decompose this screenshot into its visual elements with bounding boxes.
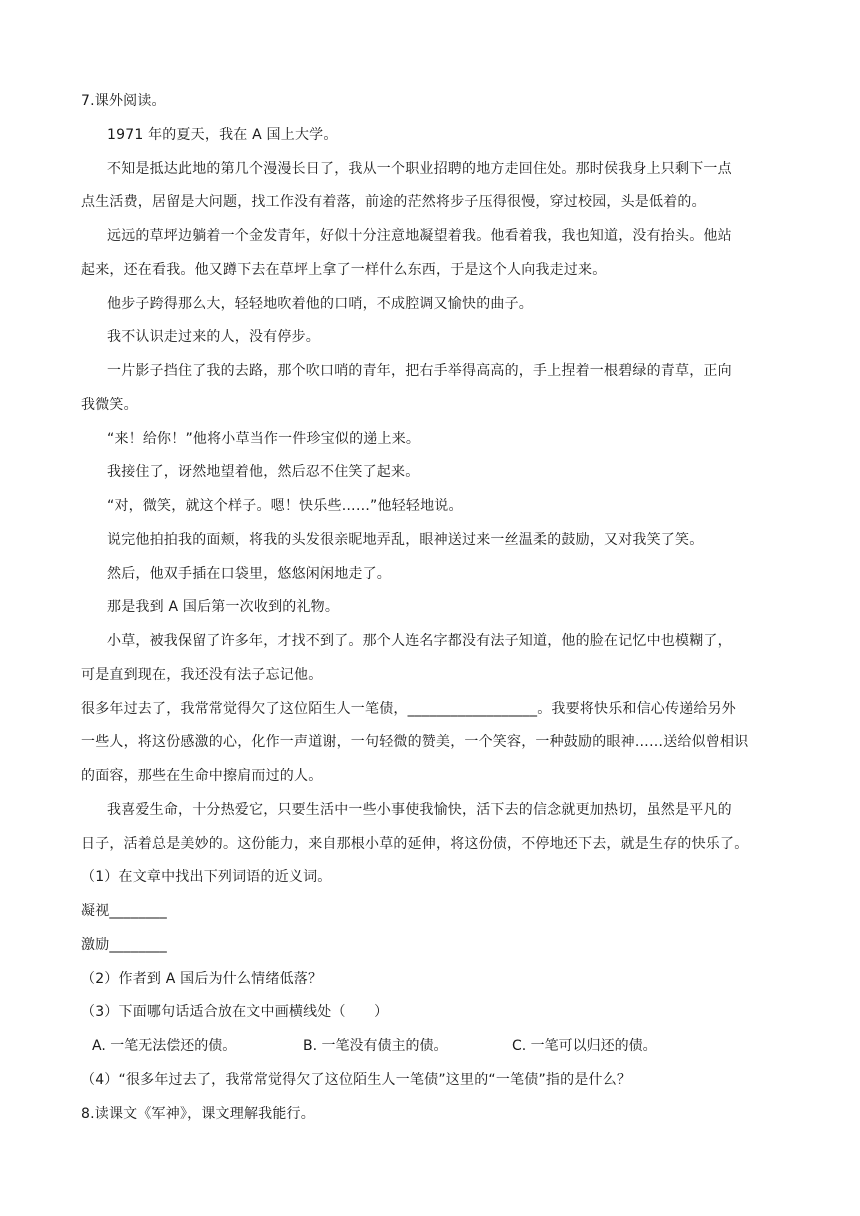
passage-line-with-blank: 很多年过去了，我常常觉得欠了这位陌生人一笔债，__________________。我要将快乐和信心传递给另外: [81, 701, 736, 717]
passage-line: 小草，被我保留了许多年，才找不到了。那个人连名字都没有法子知道，他的脸在记忆中也模糊了，: [107, 633, 732, 649]
passage-line: 我微笑。: [81, 397, 138, 413]
answer-blank-1: 凝视________: [81, 903, 167, 919]
passage-line: 一片影子挡住了我的去路，那个吹口哨的青年，把右手举得高高的，手上捏着一根碧绿的青草，正向: [107, 363, 732, 379]
passage-line: “来！给你！”他将小草当作一件珍宝似的递上来。: [107, 431, 421, 447]
passage-line: 那是我到 A 国后第一次收到的礼物。: [107, 599, 340, 615]
question-7-title: 7.课外阅读。: [81, 93, 166, 109]
passage-line: “对，微笑，就这个样子。嗯！快乐些……”他轻轻地说。: [107, 498, 463, 514]
sub-question-1: （1）在文章中找出下列词语的近义词。: [81, 869, 332, 885]
passage-line: 起来，还在看我。他又蹲下去在草坪上拿了一样什么东西，于是这个人向我走过来。: [81, 262, 607, 278]
sub-question-4: （4）“很多年过去了，我常常觉得欠了这位陌生人一笔债”这里的“一笔债”指的是什么？: [81, 1072, 632, 1088]
question-8-title: 8.读课文《军神》，课文理解我能行。: [81, 1106, 315, 1122]
option-b: B. 一笔没有债主的债。: [303, 1038, 448, 1054]
passage-line: 1971 年的夏天，我在 A 国上大学。: [107, 127, 338, 143]
sub-question-2: （2）作者到 A 国后为什么情绪低落？: [81, 971, 323, 987]
passage-line: 不知是抵达此地的第几个漫漫长日了，我从一个职业招聘的地方走回住处。那时侯我身上只剩下一点: [107, 161, 732, 177]
passage-line: 然后，他双手插在口袋里，悠悠闲闲地走了。: [107, 566, 391, 582]
passage-line: 点生活费，居留是大问题，找工作没有着落，前途的茫然将步子压得很慢，穿过校园，头是低着的。: [81, 194, 706, 210]
answer-blank-2: 激励________: [81, 937, 167, 953]
passage-line: 说完他拍拍我的面颊，将我的头发很亲昵地弄乱，眼神送过来一丝温柔的鼓励，又对我笑了笑。: [107, 532, 704, 548]
passage-line: 的面容，那些在生命中擦肩而过的人。: [81, 768, 323, 784]
passage-line: 日子，活着总是美妙的。这份能力，来自那根小草的延伸，将这份债，不停地还下去，就是生存的快乐了。: [81, 836, 749, 852]
option-c: C. 一笔可以归还的债。: [512, 1038, 657, 1054]
sub-question-3: （3）下面哪句话适合放在文中画横线处（ ）: [81, 1004, 389, 1020]
passage-line: 远远的草坪边躺着一个金发青年，好似十分注意地凝望着我。他看着我，我也知道，没有抬头。他站: [107, 228, 732, 244]
passage-line: 我接住了，讶然地望着他，然后忍不住笑了起来。: [107, 464, 420, 480]
passage-line: 可是直到现在，我还没有法子忘记他。: [81, 667, 323, 683]
option-a: A. 一笔无法偿还的债。: [92, 1038, 237, 1054]
passage-line: 一些人，将这份感激的心，化作一声道谢，一句轻微的赞美，一个笑容，一种鼓励的眼神……送给似曾相识: [81, 734, 749, 750]
passage-line: 我喜爱生命，十分热爱它，只要生活中一些小事使我愉快，活下去的信念就更加热切，虽然是平凡的: [107, 802, 732, 818]
passage-line: 我不认识走过来的人，没有停步。: [107, 329, 320, 345]
passage-line: 他步子跨得那么大，轻轻地吹着他的口哨，不成腔调又愉快的曲子。: [107, 296, 533, 312]
